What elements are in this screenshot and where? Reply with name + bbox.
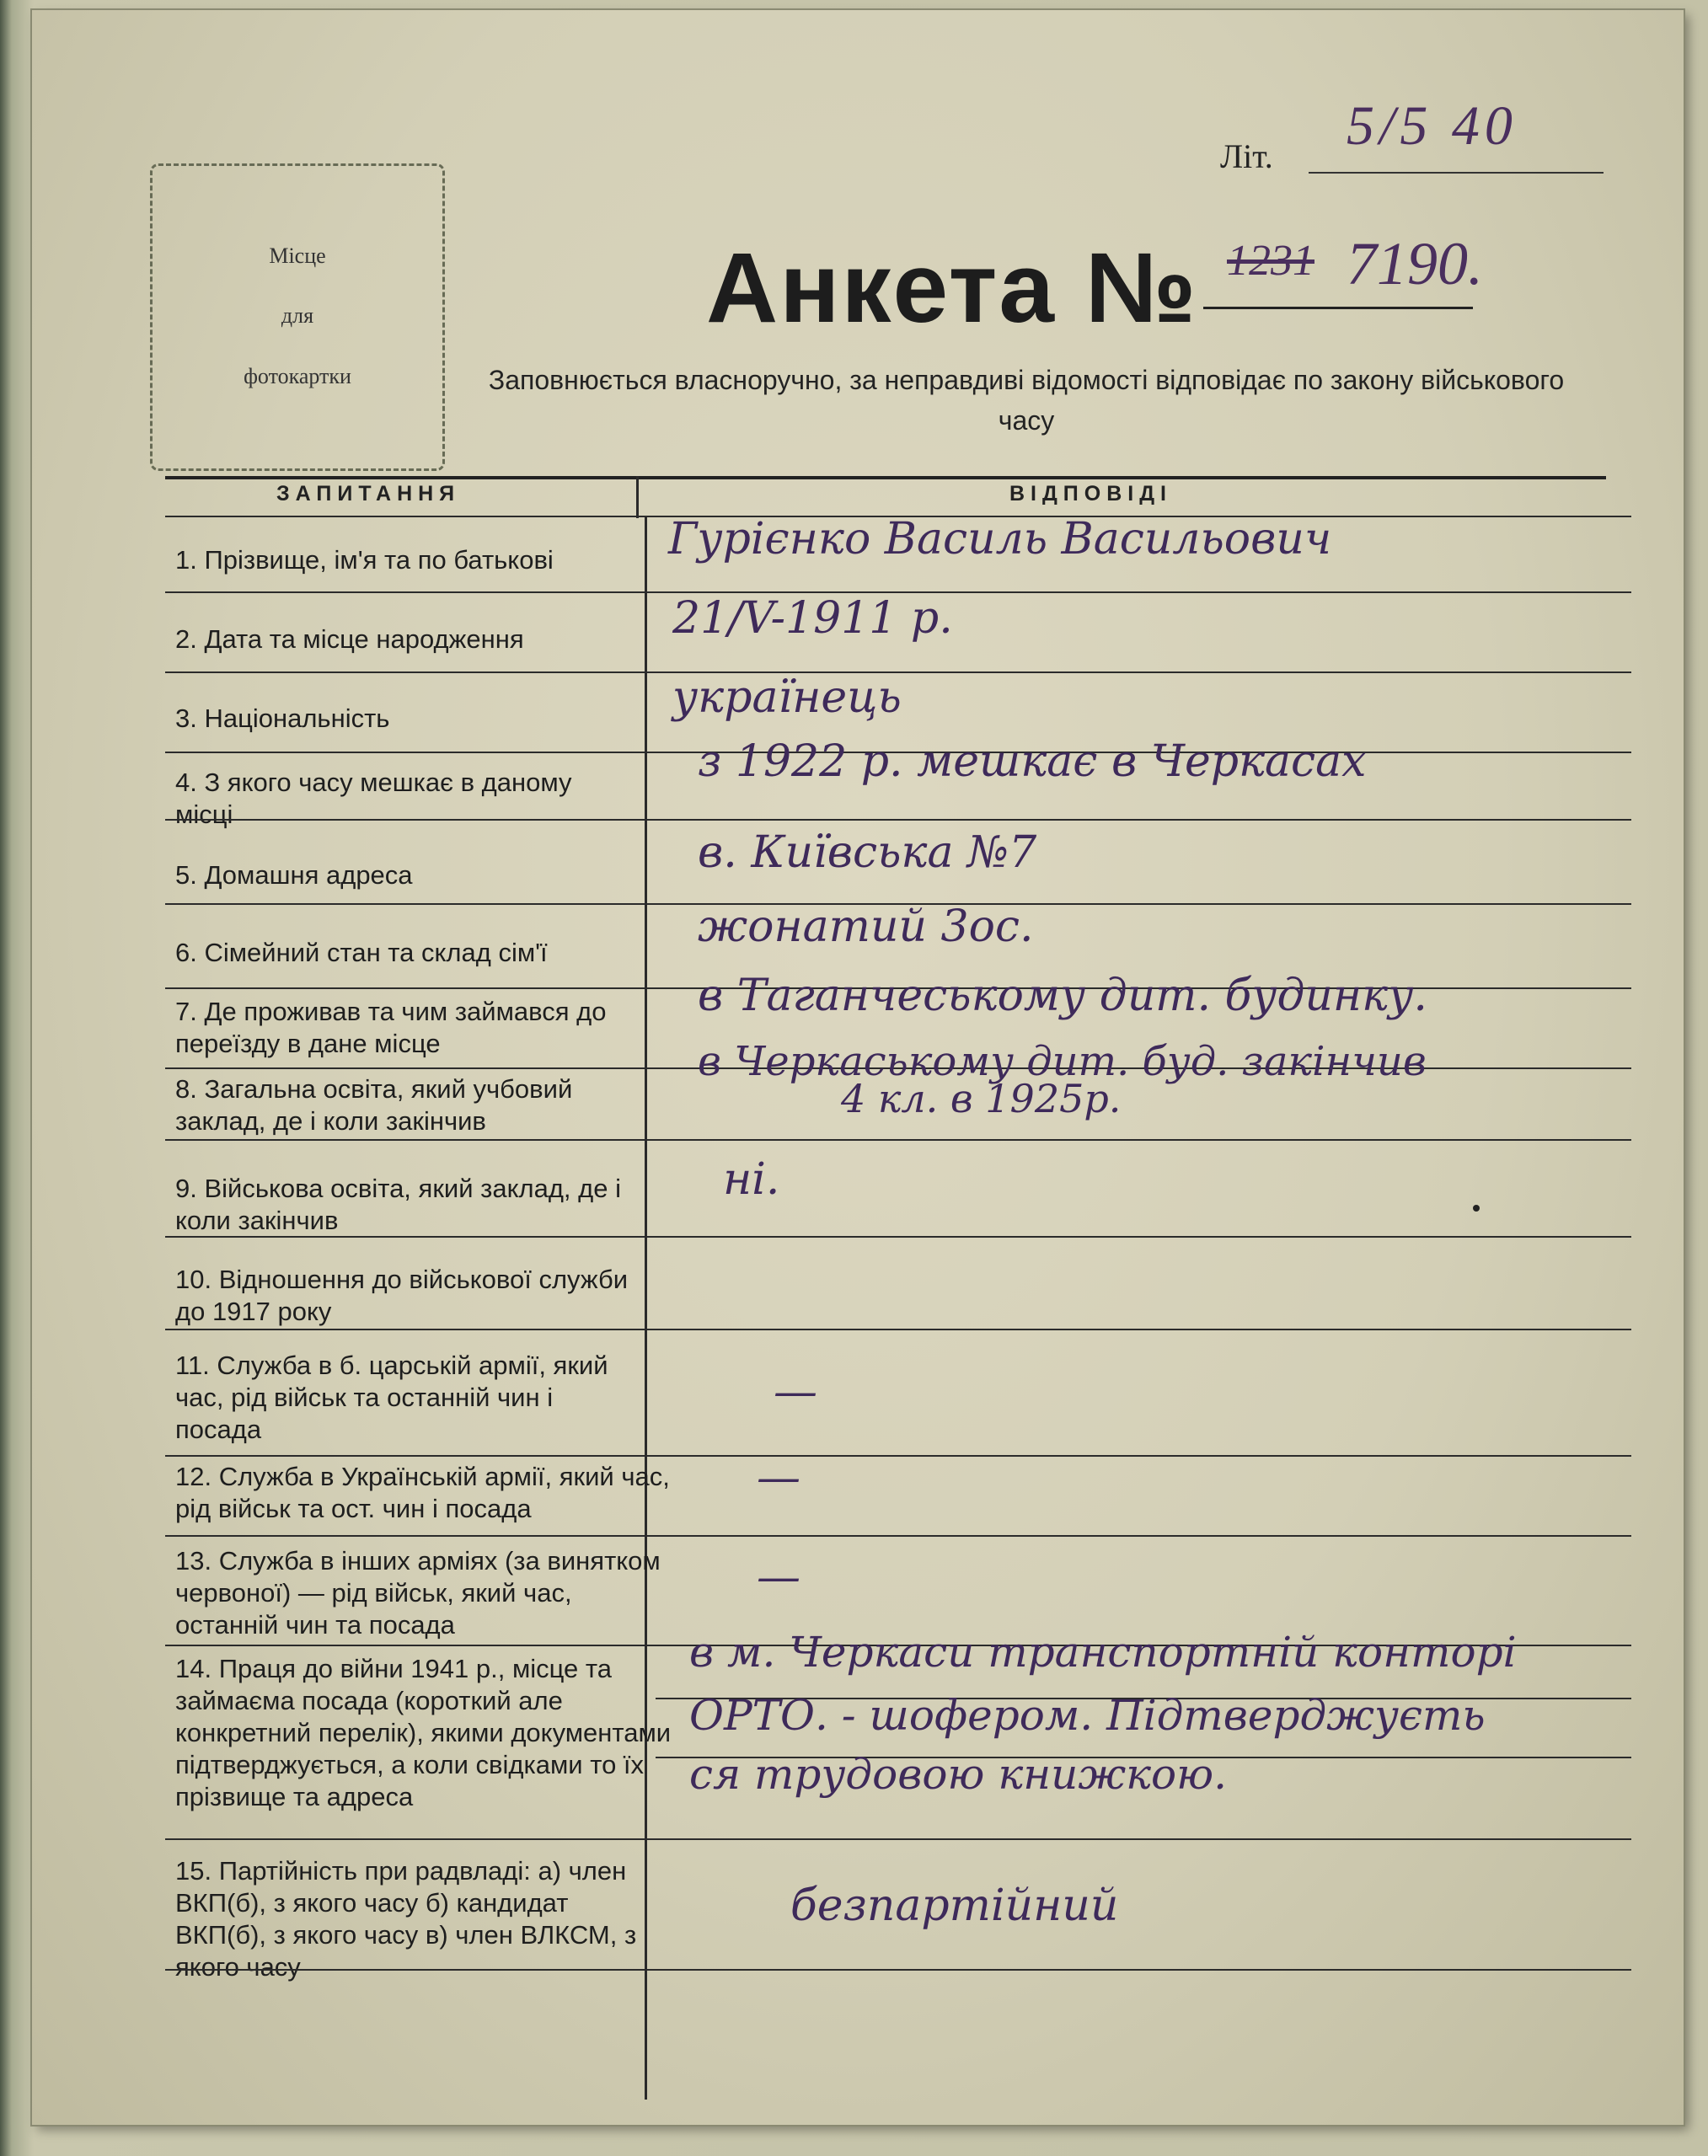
question-12: 12. Служба в Українській армії, який час, рід військ та ост. чин і посада xyxy=(175,1462,670,1523)
row-rule xyxy=(165,1139,1631,1141)
answer-6: жонатий 3ос. xyxy=(698,901,1034,952)
photo-label-line2: для xyxy=(281,303,314,328)
form-number: 7190. xyxy=(1347,230,1483,297)
question-9: 9. Військова освіта, який заклад, де і коли закінчив xyxy=(175,1174,621,1235)
row-rule xyxy=(165,1838,1631,1840)
answer-2: 21/V-1911 р. xyxy=(672,593,953,644)
header-divider xyxy=(636,476,639,518)
question-7: 7. Де проживав та чим займався до переїзду в дане місце xyxy=(175,997,607,1058)
form-number-struck: 1231 xyxy=(1227,237,1314,285)
lit-label: Літ. xyxy=(1220,137,1273,175)
header-rule xyxy=(165,476,1606,479)
answer-5: в. Київська №7 xyxy=(698,827,1037,878)
answer-12: — xyxy=(757,1452,800,1503)
header-questions: ЗАПИТАННЯ xyxy=(276,482,461,506)
question-4: 4. З якого часу мешкає в даному місці xyxy=(175,768,572,829)
lit-value: 5/5 40 xyxy=(1347,95,1518,157)
row-rule xyxy=(165,1236,1631,1238)
question-3: 3. Національність xyxy=(175,704,390,733)
answer-11: — xyxy=(774,1367,817,1417)
answer-4: з 1922 р. мешкає в Черкасах xyxy=(698,736,1367,787)
photo-label-line1: Місце xyxy=(269,243,326,268)
question-15: 15. Партійність при радвладі: а) член ВКП(б), з якого часу б) кандидат ВКП(б), з якого часу в) член ВЛКСМ, з якого часу xyxy=(175,1856,637,1982)
question-1: 1. Прізвище, ім'я та по батькові xyxy=(175,545,554,575)
form-number-underline xyxy=(1203,307,1473,309)
question-14: 14. Праця до війни 1941 р., місце та займаєма посада (короткий але конкретний перелік), якими документами підтверджується, а коли свідками то їх прізвище та адреса xyxy=(175,1654,672,1811)
form-subtitle: Заповнюється власноручно, за неправдиві відомості відповідає по закону військового часу xyxy=(488,365,1565,436)
answer-13: — xyxy=(757,1552,800,1602)
form-title: Анкета № xyxy=(706,233,1198,344)
photo-label-line3: фотокартки xyxy=(244,364,351,388)
row-rule xyxy=(165,1329,1631,1330)
row-rule xyxy=(165,1969,1631,1971)
answer-14-line3: ся трудовою книжкою. xyxy=(689,1750,1228,1799)
question-6: 6. Сімейний стан та склад сім'ї xyxy=(175,938,548,967)
answer-15: безпартійний xyxy=(790,1880,1119,1931)
photo-placeholder-box xyxy=(150,163,445,471)
answer-1: Гурієнко Василь Васильович xyxy=(668,514,1332,564)
answer-9: ні. xyxy=(723,1154,780,1205)
row-rule xyxy=(165,1455,1631,1457)
row-rule xyxy=(165,1535,1631,1537)
row-rule xyxy=(165,819,1631,821)
answer-8-line2: 4 кл. в 1925р. xyxy=(841,1076,1122,1121)
question-11: 11. Служба в б. царській армії, який час, рід військ та останній чин і посада xyxy=(175,1351,608,1444)
question-2: 2. Дата та місце народження xyxy=(175,624,524,654)
question-8: 8. Загальна освіта, який учбовий заклад, де і коли закінчив xyxy=(175,1074,573,1136)
ink-dot xyxy=(1473,1205,1480,1212)
answer-14-line2: ОРТО. - шофером. Підтверджуєть xyxy=(689,1691,1486,1740)
lit-underline xyxy=(1309,172,1604,174)
header-answers: ВІДПОВІДІ xyxy=(1009,482,1172,506)
answer-7: в Таганчеському дит. будинку. xyxy=(698,971,1427,1021)
question-10: 10. Відношення до військової служби до 1917 року xyxy=(175,1265,629,1326)
answer-14-line1: в м. Черкаси транспортній конторі xyxy=(689,1628,1517,1677)
questionnaire-sheet xyxy=(32,10,1684,2125)
answer-3: українець xyxy=(672,672,902,723)
question-5: 5. Домашня адреса xyxy=(175,860,413,890)
question-13: 13. Служба в інших арміях (за винятком червоної) — рід військ, який час, останній чин та посада xyxy=(175,1546,661,1640)
answer-8-line1: в Черкаському дит. буд. закінчив xyxy=(698,1038,1427,1085)
